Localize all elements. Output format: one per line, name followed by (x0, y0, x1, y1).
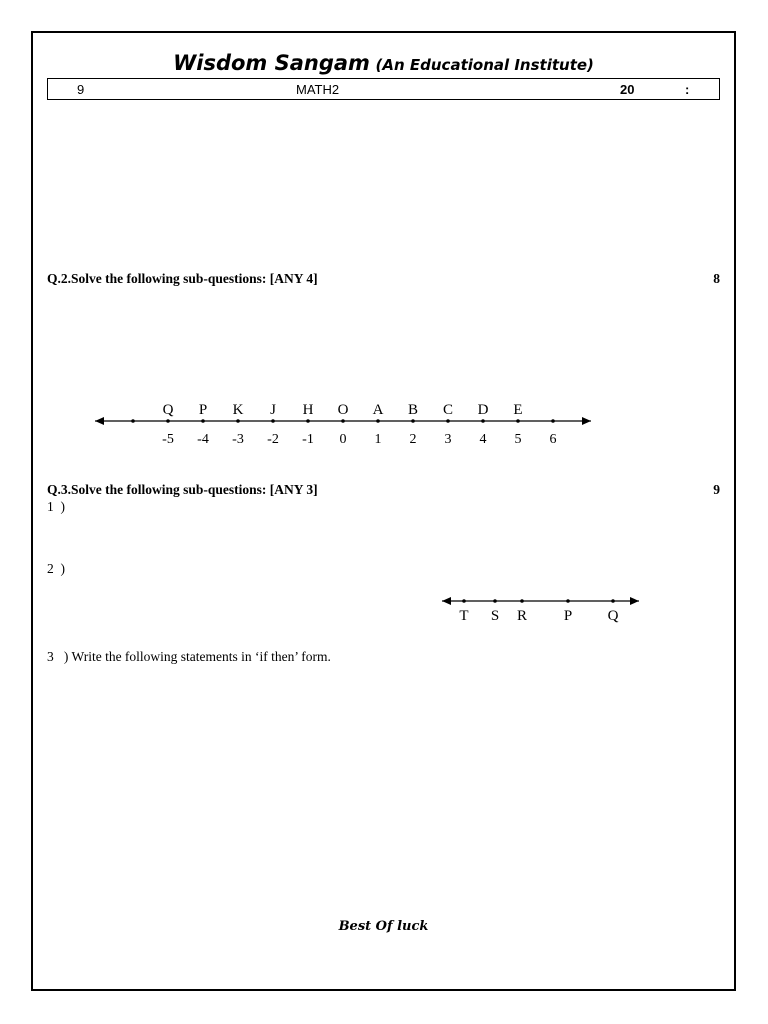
institute-subtitle: (An Educational Institute) (375, 56, 594, 74)
point-label: A (372, 402, 384, 418)
point-label: O (337, 402, 349, 418)
right-arrow-icon (582, 417, 591, 425)
number-label: 2 (409, 432, 417, 447)
q3-item-2-number: 2 (47, 561, 54, 576)
number-label: 1 (374, 432, 382, 447)
point-label: P (198, 402, 208, 418)
tick-dot (166, 419, 170, 423)
tick-dot (341, 419, 345, 423)
number-label: -1 (302, 432, 314, 447)
point-label: D (477, 402, 489, 418)
point-label: J (270, 402, 276, 418)
point-dot (462, 599, 466, 603)
number-label: 0 (339, 432, 347, 447)
point-label: K (232, 402, 244, 418)
q3-marks: 9 (713, 482, 720, 497)
exam-info-bar (47, 78, 720, 100)
number-label: -3 (232, 432, 244, 447)
number-line-1 (91, 398, 601, 458)
point-label: Q (162, 402, 174, 418)
number-label: 5 (514, 432, 522, 447)
number-label: -4 (197, 432, 209, 447)
tick-dot (446, 419, 450, 423)
tick-dot (271, 419, 275, 423)
tick-dot (131, 419, 135, 423)
right-arrow-icon (630, 597, 639, 605)
tick-dot (411, 419, 415, 423)
q3-item-2-text: ) (60, 561, 65, 576)
left-arrow-icon (442, 597, 451, 605)
q2-heading: Q.2.Solve the following sub-questions: [ANY 4] (47, 271, 318, 286)
q3-item-1-number: 1 (47, 499, 54, 514)
tick-dot (236, 419, 240, 423)
total-marks: 20 (620, 82, 635, 97)
point-label: S (490, 608, 500, 624)
tick-dot (481, 419, 485, 423)
left-arrow-icon (95, 417, 104, 425)
time-separator: : (685, 82, 690, 97)
subject-value: MATH2 (296, 82, 340, 97)
q3-item-3 (47, 649, 331, 665)
point-label: H (302, 402, 314, 418)
number-label: -2 (267, 432, 279, 447)
q3-item-3-text: ) Write the following statements in ‘if then’ form. (63, 649, 331, 664)
exam-page (31, 31, 736, 991)
tick-dot (201, 419, 205, 423)
point-label: C (442, 402, 454, 418)
number-label: 3 (444, 432, 452, 447)
point-label: T (459, 608, 469, 624)
point-label: Q (607, 608, 619, 624)
q3-item-1-text: ) (60, 499, 65, 514)
q3-item-1 (47, 499, 65, 515)
number-label: 6 (549, 432, 557, 447)
tick-dot (376, 419, 380, 423)
point-label: P (563, 608, 573, 624)
point-dot (611, 599, 615, 603)
number-label: 4 (479, 432, 487, 447)
q3-heading: Q.3.Solve the following sub-questions: [ANY 3] (47, 482, 318, 497)
point-dot (520, 599, 524, 603)
tick-dot (516, 419, 520, 423)
page-title (33, 51, 734, 75)
footer-message: Best Of luck (338, 919, 429, 934)
point-label: E (513, 402, 523, 418)
tick-dot (306, 419, 310, 423)
q3-item-3-number: 3 (47, 649, 54, 664)
number-line-2 (439, 589, 644, 629)
point-label: B (407, 402, 419, 418)
tick-dot (551, 419, 555, 423)
number-label: -5 (162, 432, 174, 447)
point-dot (566, 599, 570, 603)
institute-name: Wisdom Sangam (173, 51, 370, 75)
q2-marks: 8 (713, 271, 720, 286)
standard-value: 9 (77, 82, 85, 97)
q3-item-2 (47, 561, 65, 577)
point-dot (493, 599, 497, 603)
point-label: R (516, 608, 528, 624)
